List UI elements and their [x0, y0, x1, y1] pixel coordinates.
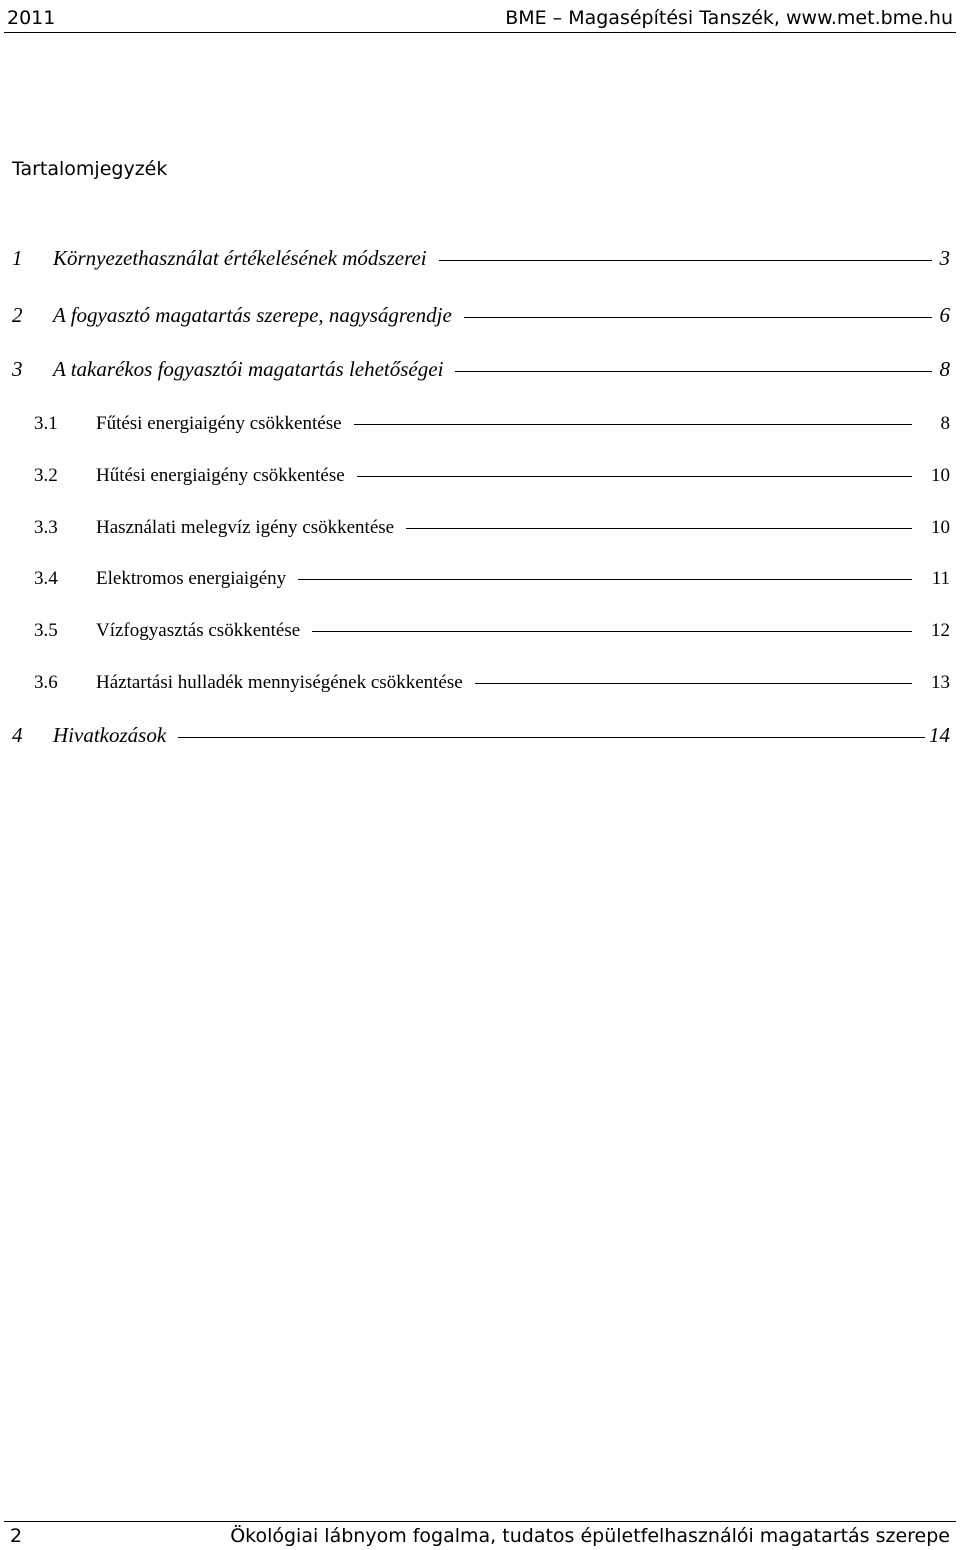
toc-leader-line — [312, 631, 912, 632]
toc-title: Tartalomjegyzék — [12, 158, 168, 180]
toc-entry-label: A fogyasztó magatartás szerepe, nagyságrendje — [53, 303, 452, 327]
toc-entry[interactable] — [12, 517, 950, 539]
toc-leader-line — [298, 579, 912, 580]
toc-entry-label: Használati melegvíz igény csökkentése — [96, 517, 395, 538]
toc-leader-line — [464, 317, 932, 318]
toc-entry-number: 1 — [12, 246, 23, 270]
toc-entry-number: 3 — [12, 357, 23, 381]
toc-leader-line — [354, 424, 912, 425]
page-header — [4, 0, 956, 33]
toc-entry[interactable] — [12, 672, 950, 694]
toc-entry-page: 12 — [931, 620, 950, 641]
toc-entry-page: 8 — [940, 413, 950, 434]
toc-entry-number: 4 — [12, 723, 23, 747]
toc-entry-page: 14 — [929, 723, 950, 747]
toc-entry-number: 2 — [12, 303, 23, 327]
toc-leader-line — [475, 683, 912, 684]
toc-leader-line — [439, 260, 932, 261]
toc-entry-label: Hűtési energiaigény csökkentése — [96, 465, 345, 486]
toc-entry-number: 3.6 — [34, 672, 58, 693]
toc-leader-line — [178, 737, 925, 738]
toc-leader-line — [406, 528, 912, 529]
toc-entry[interactable] — [12, 568, 950, 590]
toc-entry-page: 10 — [931, 465, 950, 486]
toc-entry[interactable] — [12, 620, 950, 642]
toc-entry[interactable] — [12, 465, 950, 487]
toc-entry-label: A takarékos fogyasztói magatartás lehetőségei — [53, 357, 444, 381]
toc-entry-number: 3.3 — [34, 517, 58, 538]
toc-entry-label: Környezethasználat értékelésének módszerei — [53, 246, 427, 270]
toc-entry-label: Vízfogyasztás csökkentése — [96, 620, 301, 641]
toc-entry-page: 11 — [931, 568, 950, 589]
header-department: BME – Magasépítési Tanszék, www.met.bme.hu — [505, 7, 953, 29]
toc-entry-label: Háztartási hulladék mennyiségének csökkentése — [96, 672, 463, 693]
footer-document-title: Ökológiai lábnyom fogalma, tudatos épületfelhasználói magatartás szerepe — [230, 1525, 950, 1547]
toc-entry[interactable] — [12, 357, 950, 382]
toc-entry-label: Fűtési energiaigény csökkentése — [96, 413, 342, 434]
toc-entry-number: 3.5 — [34, 620, 58, 641]
toc-entry[interactable] — [12, 246, 950, 271]
page-footer — [4, 1521, 956, 1547]
toc-entry-page: 8 — [939, 357, 950, 381]
footer-page-number: 2 — [10, 1525, 23, 1547]
toc-entry-number: 3.4 — [34, 568, 58, 589]
header-year: 2011 — [7, 7, 56, 29]
toc-entry-page: 13 — [931, 672, 950, 693]
toc-entry-label: Hivatkozások — [53, 723, 167, 747]
toc-entry[interactable] — [12, 303, 950, 328]
toc-leader-line — [357, 476, 912, 477]
toc-entry-number: 3.1 — [34, 413, 58, 434]
toc-entry-page: 3 — [939, 246, 950, 270]
toc-entry-number: 3.2 — [34, 465, 58, 486]
toc-entry-label: Elektromos energiaigény — [96, 568, 287, 589]
toc-leader-line — [455, 371, 932, 372]
toc-entry-page: 6 — [939, 303, 950, 327]
toc-entry[interactable] — [12, 723, 950, 748]
toc-entry[interactable] — [12, 413, 950, 435]
toc-entry-page: 10 — [931, 517, 950, 538]
